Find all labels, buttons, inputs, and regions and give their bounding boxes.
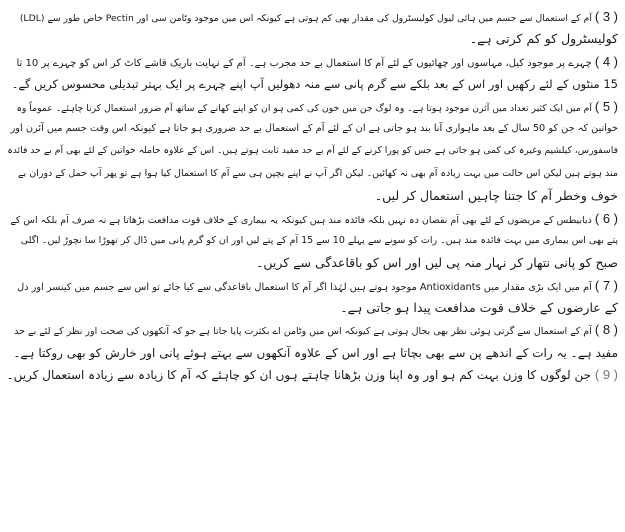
paragraph-line: پتے بھی اس بیماری میں بہت فائدہ مند ہیں۔ رات کو سونے سے پہلے 10 سے 15 آم کے پتے لیں اور ان کو گرم پانی میں ڈال کر تھوڑا سا نچوڑ لیں۔ اگلی [20,234,618,246]
paragraph-5 [7,96,618,208]
paragraph-line: صبح کو پانی نتھار کر نہار منہ پی لیں اور اس کو باقاعدگی سے کریں۔ [256,255,618,271]
item-number: ( 5 ) [594,98,618,114]
item-number: ( 7 ) [594,277,618,293]
paragraph-line: ( 6 ) ذیابیطس کے مریضوں کے لئے بھی آم نقصان دہ نہیں بلکہ فائدہ مند ہیں کیونکہ یہ بیماری کے خلاف قوت مدافعت بڑھاتا ہے نہ صرف آم بلکہ اس کے [10,210,618,226]
item-number: ( 6 ) [594,210,618,226]
paragraph-line: ( 5 ) آم میں ایک کثیر تعداد میں آئرن موجود ہوتا ہے۔ وہ لوگ جن میں خون کی کمی ہو ان کو اپنے کھانے کے ساتھ آم ضرور استعمال کرنا چاہئے۔ عموماً وہ [16,98,618,114]
paragraph-3 [7,6,618,51]
item-number: ( 8 ) [594,322,618,338]
item-number: ( 4 ) [594,53,618,69]
paragraph-line: کولیسٹرول کو کم کرتی ہے۔ [469,31,618,47]
paragraph-line: ( 7 ) آم میں ایک بڑی مقدار میں Antioxidants موجود ہوتے ہیں لہٰذا اگر آم کا استعمال باقاعدگی سے کیا جائے تو اس سے جسم میں کینسر اور دل [17,277,618,293]
item-number: ( 9 ) [594,367,618,383]
paragraph-line: ( 3 ) آم کے استعمال سے جسم میں ہائی لیول کولیسٹرول کی مقدار بھی کم ہوتی ہے کیونکہ اس میں موجود وٹامن سی اور Pectin خاص طور سے (LDL) [19,9,618,24]
paragraph-line: ( 9 ) جن لوگوں کا وزن بہت کم ہو اور وہ اپنا وزن بڑھانا چاہتے ہوں ان کو چاہئے کہ آم کا زیادہ سے زیادہ استعمال کریں۔ [7,367,618,383]
paragraph-9 [7,364,618,386]
item-number: ( 3 ) [594,9,618,24]
paragraph-line: خواتین کہ جن کو 50 سال کے بعد ماہواری آنا بند ہو جاتی ہے ان کے لئے آم کے استعمال بے حد ضروری ہو جاتا ہے کیونکہ اس وقت جسم میں آئرن اور [10,122,618,134]
paragraph-line: مند ہوتے ہیں لیکن اس حالت میں بہت زیادہ آم بھی نہ کھائیں۔ لیکن اگر آپ نے اپنے بچپن ہی سے آم کا استعمال کیا ہوا ہے تو پھر آپ حمل کے دوران بے [18,167,618,179]
paragraph-4 [7,51,618,96]
paragraph-line: فاسفورس، کیلشیم وغیرہ کی کمی ہو جاتی ہے جس کو پورا کرنے کے لئے آم بے حد مفید ثابت ہوتے ہیں۔ اس کے علاوہ حاملہ خواتین کے لئے بھی آم بے حد فائدہ [7,145,618,157]
paragraph-8 [7,319,618,364]
paragraph-6 [7,208,618,275]
paragraph-line: ( 8 ) آم کے استعمال سے گرتی ہوئی نظر بھی بحال ہوتی ہے کیونکہ اس میں وٹامن اے بکثرت پایا جاتا ہے جو کہ آنکھوں کی صحت اور نظر کے لئے بے حد [14,322,618,338]
paragraph-line: مفید ہے۔ یہ رات کے اندھے پن سے بھی بچاتا ہے اور اس کے علاوہ آنکھوں سے بہتے ہوئے پانی اور خارش کو بھی روکتا ہے۔ [13,345,618,360]
paragraph-line: خوف وخطر آم کا جتنا چاہیں استعمال کر لیں۔ [374,188,618,204]
paragraph-line: 15 منٹوں کے لئے رکھیں اور اس کے بعد بلکے سے گرم پانی سے منہ دھولیں آپ اپنے چہرے پر ایک بہتر تبدیلی محسوس کریں گے۔ [11,77,618,92]
paragraph-line: ( 4 ) چہرے پر موجود کیل، مہاسوں اور چھائیوں کے لئے آم کا استعمال بے حد مجرب ہے۔ آم کے نہایت باریک قاشے کاٹ کر اس کو چہرے پر 10 تا [16,53,618,69]
paragraph-line: کے عارضوں کے خلاف قوت مدافعت پیدا ہو جاتی ہے۔ [340,300,618,316]
paragraph-7 [7,275,618,320]
